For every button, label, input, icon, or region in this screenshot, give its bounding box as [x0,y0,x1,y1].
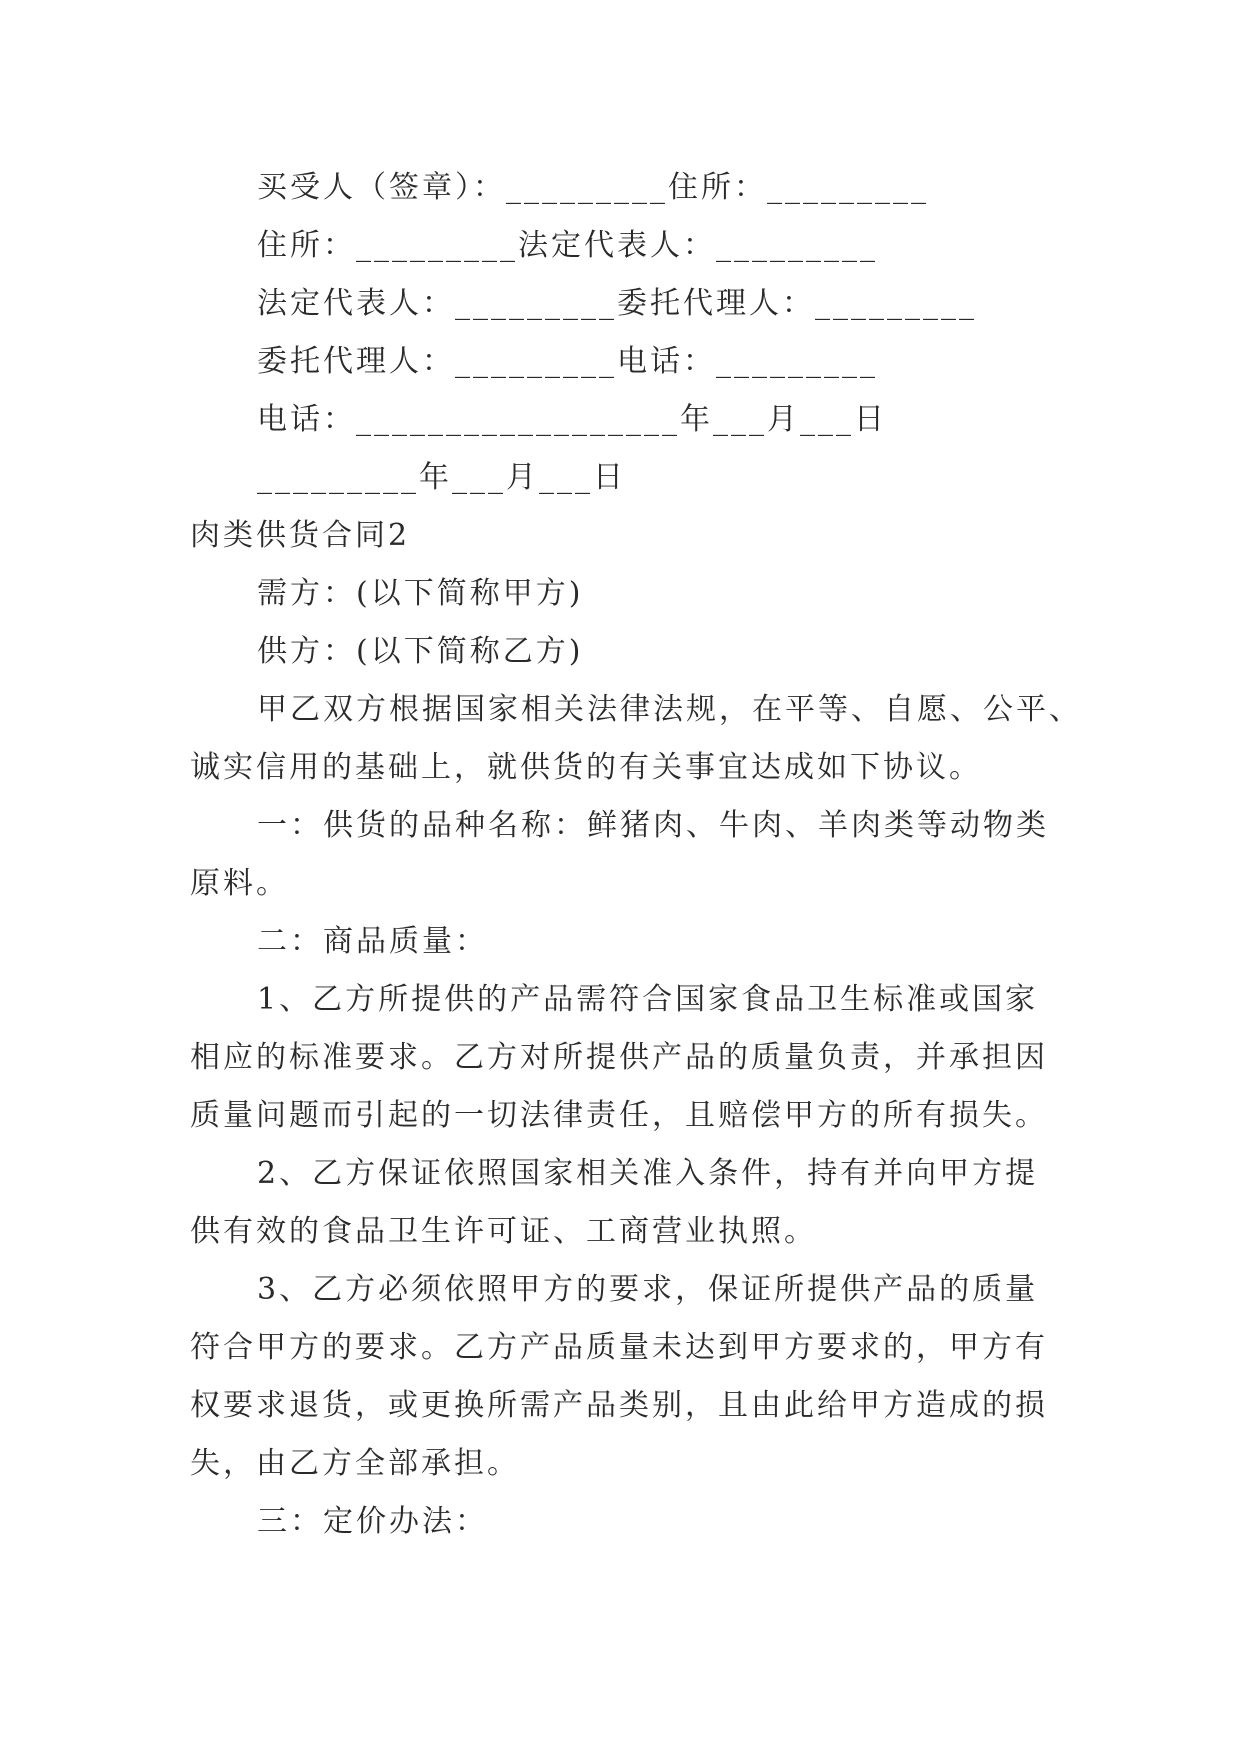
contract-line: 质量问题而引起的一切法律责任，且赔偿甲方的所有损失。 [190,1098,1048,1133]
signature-line-address: 住所：_________法定代表人：_________ [257,228,878,263]
contract-line: 一：供货的品种名称：鲜猪肉、牛肉、羊肉类等动物类 [257,808,1049,843]
contract-title: 肉类供货合同2 [190,518,411,553]
contract-line: 三：定价办法： [257,1504,488,1539]
contract-line: 权要求退货，或更换所需产品类别，且由此给甲方造成的损 [190,1388,1048,1423]
contract-line: 相应的标准要求。乙方对所提供产品的质量负责，并承担因 [190,1040,1048,1075]
signature-line-legal-rep: 法定代表人：_________委托代理人：_________ [257,286,977,321]
contract-line: 供有效的食品卫生许可证、工商营业执照。 [190,1214,817,1249]
contract-line: 诚实信用的基础上，就供货的有关事宜达成如下协议。 [190,750,982,785]
contract-line: 符合甲方的要求。乙方产品质量未达到甲方要求的，甲方有 [190,1330,1048,1365]
signature-line-buyer: 买受人（签章）：_________住所：_________ [257,170,929,205]
contract-line: 失，由乙方全部承担。 [190,1446,520,1481]
contract-line: 需方：(以下简称甲方) [257,576,584,611]
contract-line: 2、乙方保证依照国家相关准入条件，持有并向甲方提 [257,1156,1039,1191]
signature-line-agent: 委托代理人：_________电话：_________ [257,344,878,379]
document-body [190,159,1082,1551]
contract-line: 原料。 [190,866,289,901]
contract-line: 3、乙方必须依照甲方的要求，保证所提供产品的质量 [257,1272,1039,1307]
signature-line-date: _________年___月___日 [257,460,626,495]
signature-line-phone-date: 电话：__________________年___月___日 [257,402,887,437]
contract-line: 二：商品质量： [257,924,488,959]
contract-line: 供方：(以下简称乙方) [257,634,584,669]
contract-line: 甲乙双方根据国家相关法律法规，在平等、自愿、公平、 [257,692,1082,727]
contract-line: 1、乙方所提供的产品需符合国家食品卫生标准或国家 [257,982,1039,1017]
